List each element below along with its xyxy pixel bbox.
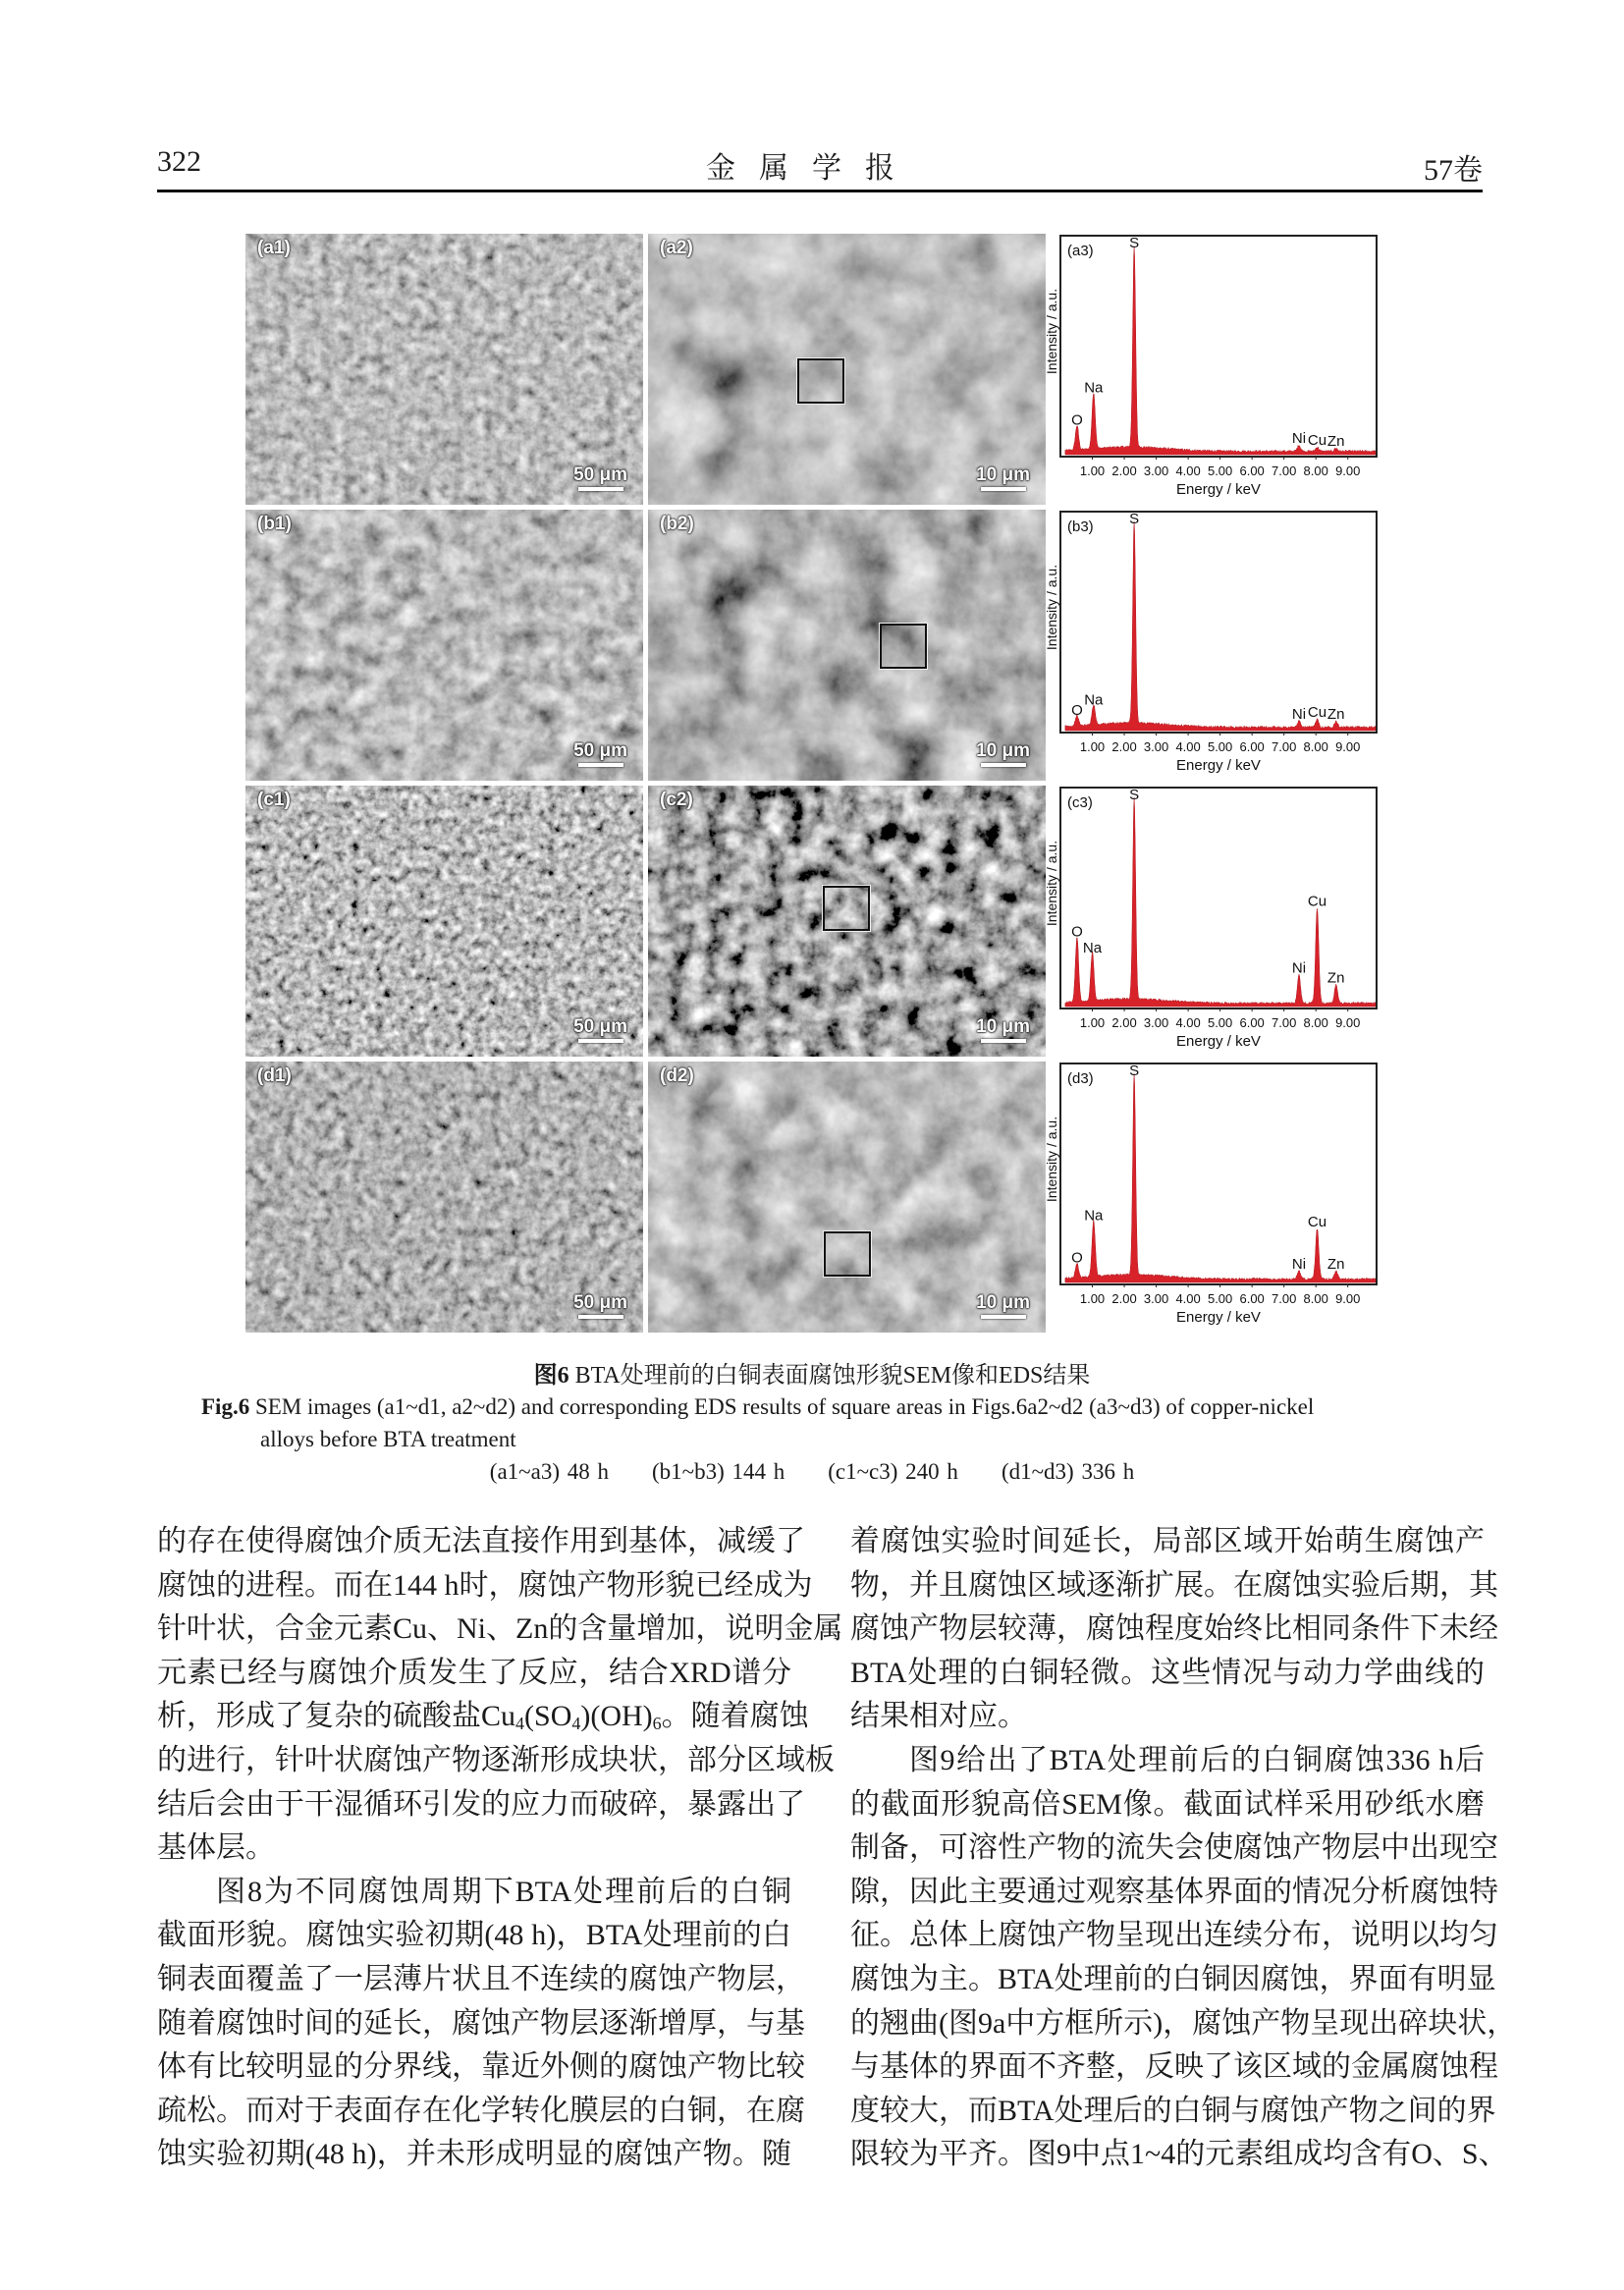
page-number: 322: [157, 145, 201, 178]
sem-image-a1: [245, 234, 643, 505]
x-tick-label: 4.00: [1175, 739, 1201, 754]
text-line: [157, 1652, 791, 1696]
scale-bar-label: 10 μm: [976, 740, 1030, 761]
peak-label-na: Na: [1082, 939, 1103, 956]
spectrum-area: [1065, 521, 1377, 731]
text-run: 限较为平齐。图9中点1~4的元素组成均含有O、S、: [850, 2138, 1508, 2171]
x-tick-label: 6.00: [1239, 739, 1265, 754]
eds-chart-c3: [1046, 786, 1394, 1057]
text-run: 随着腐蚀时间的延长，腐蚀产物层逐渐增厚，与基: [157, 2006, 805, 2040]
scale-bar-line: [578, 1039, 623, 1043]
sem-panel-label: (d2): [660, 1065, 694, 1086]
text-run: )(OH): [580, 1700, 653, 1733]
x-tick-label: 8.00: [1303, 1015, 1328, 1030]
text-line: [157, 1958, 805, 2002]
sem-image-b1: [245, 510, 643, 781]
scale-bar: [573, 1016, 627, 1043]
sem-image-a2: [648, 234, 1046, 505]
text-line: [850, 2090, 1496, 2134]
x-tick-label: 5.00: [1207, 1015, 1233, 1030]
text-line: [850, 1739, 1485, 1783]
text-line: [157, 1739, 835, 1783]
caption-chinese: [0, 1355, 1624, 1390]
x-axis-label: Energy / keV: [1176, 481, 1261, 498]
x-tick-label: 3.00: [1143, 463, 1169, 478]
caption-time-d: (d1~d3) 336 h: [1001, 1459, 1135, 1484]
text-run: 结果相对应。: [850, 1700, 1027, 1733]
body-column-right: [850, 1520, 1517, 2177]
peak-label-cu: Cu: [1307, 703, 1327, 721]
x-axis-label: Energy / keV: [1176, 1033, 1261, 1050]
caption-en-line1: SEM images (a1~d1, a2~d2) and corresponding EDS results of square areas in Figs.6a2~d2 (a3~d3) of copper-nickel: [249, 1394, 1315, 1419]
peak-label-o: O: [1071, 701, 1083, 719]
caption-en-line2: alloys before BTA treatment: [260, 1427, 516, 1451]
caption-en-prefix: Fig.6: [201, 1394, 250, 1419]
sem-image-c1: [245, 786, 643, 1057]
text-run: 腐蚀为主。BTA处理前的白铜因腐蚀，界面有明显: [850, 1962, 1496, 1995]
x-tick-label: 5.00: [1207, 1291, 1233, 1306]
scale-bar-line: [981, 487, 1026, 491]
text-line: [157, 1827, 791, 1871]
x-tick-label: 6.00: [1239, 1015, 1265, 1030]
eds-square-area: [823, 886, 870, 931]
text-line: [157, 2002, 805, 2046]
text-run: 的存在使得腐蚀介质无法直接作用到基体，减缓了: [157, 1525, 805, 1557]
text-run: 析，形成了复杂的硫酸盐Cu: [157, 1700, 516, 1733]
x-tick-label: 6.00: [1239, 463, 1265, 478]
x-tick-label: 2.00: [1111, 1015, 1137, 1030]
sem-panel-label: (c1): [257, 790, 291, 810]
scale-bar: [573, 740, 627, 767]
x-tick-label: 1.00: [1079, 463, 1106, 478]
text-run: 物，并且腐蚀区域逐渐扩展。在腐蚀实验后期，其: [850, 1568, 1498, 1602]
text-line: [157, 1695, 809, 1739]
panel-label: (b3): [1067, 518, 1094, 535]
peak-label-zn: Zn: [1326, 705, 1345, 723]
y-axis-label: Intensity / a.u.: [1044, 840, 1059, 927]
sem-panel-label: (b1): [257, 514, 292, 534]
x-tick-label: 7.00: [1272, 739, 1297, 754]
text-run: 征。总体上腐蚀产物呈现出连续分布，说明以均匀: [850, 1919, 1498, 1952]
text-run: 结后会由于干湿循环引发的应力而破碎，暴露出了: [157, 1787, 805, 1821]
text-line: [850, 1914, 1498, 1958]
x-tick-label: 7.00: [1272, 1015, 1297, 1030]
sem-panel-label: (c2): [660, 790, 693, 810]
text-line: [157, 1608, 843, 1652]
peak-label-zn: Zn: [1326, 969, 1345, 987]
peak-label-ni: Ni: [1291, 1255, 1307, 1273]
x-tick-label: 4.00: [1175, 1015, 1201, 1030]
text-line: [850, 1827, 1498, 1871]
x-tick-label: 7.00: [1272, 463, 1297, 478]
peak-label-s: S: [1129, 511, 1140, 527]
caption-cn-prefix: 图6: [533, 1363, 569, 1389]
peak-label-zn: Zn: [1326, 432, 1345, 450]
peak-label-o: O: [1071, 411, 1083, 429]
subscript: 4: [515, 1714, 525, 1734]
peak-label-ni: Ni: [1291, 429, 1307, 447]
text-run: 与基体的界面不齐整，反映了该区域的金属腐蚀程: [850, 2050, 1498, 2084]
text-run: 疏松。而对于表面存在化学转化膜层的白铜，在腐: [157, 2094, 805, 2127]
text-run: BTA处理的白铜轻微。这些情况与动力学曲线的: [850, 1656, 1485, 1689]
eds-chart-b3: [1046, 510, 1394, 781]
text-run: 的进行，针叶状腐蚀产物逐渐形成块状，部分区域板: [157, 1743, 835, 1776]
plot-frame: [1060, 512, 1377, 733]
x-tick-label: 6.00: [1239, 1291, 1265, 1306]
peak-label-o: O: [1071, 1249, 1083, 1267]
body-column-left: [157, 1520, 843, 2177]
text-run: 截面形貌。腐蚀实验初期(48 h)，BTA处理前的白: [157, 1919, 791, 1952]
plot-frame: [1060, 1063, 1377, 1284]
peak-label-s: S: [1129, 235, 1140, 251]
x-tick-label: 2.00: [1111, 463, 1137, 478]
scale-bar: [573, 1292, 627, 1319]
text-run: 度较大，而BTA处理后的白铜与腐蚀产物之间的界: [850, 2094, 1496, 2127]
text-run: 腐蚀产物层较薄，腐蚀程度始终比相同条件下未经: [850, 1612, 1498, 1646]
panel-label: (d3): [1067, 1070, 1094, 1087]
text-line: [850, 1783, 1485, 1827]
text-line: [157, 1564, 813, 1608]
peak-label-na: Na: [1084, 691, 1104, 709]
x-tick-label: 1.00: [1079, 1291, 1106, 1306]
caption-english: [201, 1390, 1478, 1455]
peak-label-s: S: [1129, 787, 1140, 803]
x-tick-label: 2.00: [1111, 739, 1137, 754]
eds-chart-a3: [1046, 234, 1394, 505]
caption-times: [0, 1459, 1624, 1485]
scale-bar: [976, 740, 1030, 767]
text-run: 图9给出了BTA处理前后的白铜腐蚀336 h后: [909, 1743, 1485, 1776]
text-run: 体有比较明显的分界线，靠近外侧的腐蚀产物比较: [157, 2050, 805, 2084]
peak-label-cu: Cu: [1307, 1213, 1327, 1230]
eds-chart-d3: [1046, 1062, 1394, 1333]
x-tick-label: 8.00: [1303, 463, 1328, 478]
x-tick-label: 9.00: [1335, 463, 1361, 478]
subscript: 4: [571, 1714, 581, 1734]
x-tick-label: 9.00: [1335, 1291, 1361, 1306]
text-line: [157, 1520, 805, 1564]
journal-title: 金属学报: [706, 152, 918, 185]
scale-bar-label: 10 μm: [976, 464, 1030, 485]
peak-label-o: O: [1071, 923, 1083, 941]
caption-time-b: (b1~b3) 144 h: [651, 1459, 785, 1484]
peak-label-na: Na: [1084, 379, 1104, 397]
y-axis-label: Intensity / a.u.: [1044, 564, 1059, 651]
y-axis-label: Intensity / a.u.: [1044, 1116, 1059, 1203]
sem-panel-label: (a1): [257, 238, 291, 258]
eds-square-area: [880, 624, 927, 669]
text-run: 着腐蚀实验时间延长，局部区域开始萌生腐蚀产: [850, 1525, 1485, 1557]
sem-image-b2: [648, 510, 1046, 781]
text-line: [157, 1783, 805, 1827]
text-run: 隙，因此主要通过观察基体界面的情况分析腐蚀特: [850, 1875, 1498, 1908]
scale-bar-label: 10 μm: [976, 1292, 1030, 1313]
x-tick-label: 1.00: [1079, 1015, 1106, 1030]
scale-bar-label: 50 μm: [573, 740, 627, 761]
caption-cn-text: BTA处理前的白铜表面腐蚀形貌SEM像和EDS结果: [568, 1363, 1091, 1389]
text-run: 基体层。: [157, 1831, 275, 1865]
peak-label-ni: Ni: [1291, 705, 1307, 723]
scale-bar-label: 50 μm: [573, 1016, 627, 1037]
text-line: [157, 2090, 805, 2134]
x-tick-label: 5.00: [1207, 739, 1233, 754]
text-line: [850, 1958, 1496, 2002]
text-line: [157, 2045, 805, 2090]
text-line: [850, 1564, 1498, 1608]
eds-square-area: [797, 358, 844, 404]
text-line: [157, 2133, 791, 2177]
x-tick-label: 5.00: [1207, 463, 1233, 478]
text-run: 图8为不同腐蚀周期下BTA处理前后的白铜: [216, 1875, 791, 1908]
x-tick-label: 4.00: [1175, 463, 1201, 478]
y-axis-label: Intensity / a.u.: [1044, 288, 1059, 375]
spectrum-area: [1065, 246, 1377, 455]
x-axis-label: Energy / keV: [1176, 757, 1261, 774]
text-line: [850, 2002, 1517, 2046]
scale-bar: [976, 1292, 1030, 1319]
text-run: 制备，可溶性产物的流失会使腐蚀产物层中出现空: [850, 1831, 1498, 1865]
x-tick-label: 9.00: [1335, 739, 1361, 754]
caption-time-a: (a1~a3) 48 h: [489, 1459, 609, 1484]
text-run: 针叶状，合金元素Cu、Ni、Zn的含量增加，说明金属: [157, 1612, 843, 1646]
scale-bar-line: [981, 1039, 1026, 1043]
text-line: [850, 1871, 1498, 1915]
spectrum-area: [1065, 1074, 1377, 1283]
text-run: (SO: [524, 1700, 572, 1733]
text-run: 。随着腐蚀: [661, 1700, 809, 1733]
peak-label-zn: Zn: [1326, 1255, 1345, 1273]
scale-bar-label: 50 μm: [573, 464, 627, 485]
scale-bar-line: [578, 763, 623, 767]
text-line: [157, 1914, 791, 1958]
text-run: 的截面形貌高倍SEM像。截面试样采用砂纸水磨: [850, 1787, 1485, 1821]
sem-panel-label: (a2): [660, 238, 693, 258]
x-tick-label: 7.00: [1272, 1291, 1297, 1306]
scale-bar-line: [981, 763, 1026, 767]
subscript: 6: [652, 1714, 662, 1734]
x-axis-label: Energy / keV: [1176, 1309, 1261, 1326]
sem-image-d1: [245, 1062, 643, 1333]
text-run: 蚀实验初期(48 h)，并未形成明显的腐蚀产物。随: [157, 2138, 791, 2171]
x-tick-label: 4.00: [1175, 1291, 1201, 1306]
volume-label: 57卷: [1424, 154, 1483, 187]
x-tick-label: 3.00: [1143, 1015, 1169, 1030]
x-tick-label: 3.00: [1143, 1291, 1169, 1306]
panel-label: (c3): [1067, 794, 1093, 811]
peak-label-ni: Ni: [1291, 959, 1307, 977]
peak-label-cu: Cu: [1307, 431, 1327, 449]
sem-panel-label: (b2): [660, 514, 694, 534]
peak-label-s: S: [1129, 1063, 1140, 1079]
sem-image-c2: [648, 786, 1046, 1057]
text-run: 铜表面覆盖了一层薄片状且不连续的腐蚀产物层，: [157, 1962, 805, 1995]
text-line: [850, 2045, 1498, 2090]
scale-bar: [573, 464, 627, 491]
text-line: [850, 1520, 1485, 1564]
text-line: [850, 2133, 1508, 2177]
peak-label-na: Na: [1084, 1207, 1104, 1225]
text-line: [850, 1695, 1485, 1739]
header-rule: [157, 190, 1483, 192]
scale-bar-line: [578, 1315, 623, 1319]
x-tick-label: 2.00: [1111, 1291, 1137, 1306]
scale-bar-label: 50 μm: [573, 1292, 627, 1313]
scale-bar: [976, 1016, 1030, 1043]
plot-frame: [1060, 236, 1377, 457]
text-line: [157, 1871, 791, 1915]
text-run: 腐蚀的进程。而在144 h时，腐蚀产物形貌已经成为: [157, 1568, 813, 1602]
x-tick-label: 1.00: [1079, 739, 1106, 754]
scale-bar-label: 10 μm: [976, 1016, 1030, 1037]
sem-panel-label: (d1): [257, 1065, 292, 1086]
text-line: [850, 1652, 1485, 1696]
sem-image-d2: [648, 1062, 1046, 1333]
x-tick-label: 8.00: [1303, 739, 1328, 754]
text-line: [850, 1608, 1498, 1652]
scale-bar-line: [981, 1315, 1026, 1319]
x-tick-label: 9.00: [1335, 1015, 1361, 1030]
caption-time-c: (c1~c3) 240 h: [828, 1459, 958, 1484]
eds-square-area: [824, 1231, 871, 1277]
x-tick-label: 8.00: [1303, 1291, 1328, 1306]
scale-bar-line: [578, 487, 623, 491]
peak-label-cu: Cu: [1307, 893, 1327, 910]
x-tick-label: 3.00: [1143, 739, 1169, 754]
text-run: 元素已经与腐蚀介质发生了反应，结合XRD谱分: [157, 1656, 791, 1689]
scale-bar: [976, 464, 1030, 491]
panel-label: (a3): [1067, 243, 1094, 259]
text-run: 的翘曲(图9a中方框所示)，腐蚀产物呈现出碎块状，: [850, 2006, 1517, 2040]
